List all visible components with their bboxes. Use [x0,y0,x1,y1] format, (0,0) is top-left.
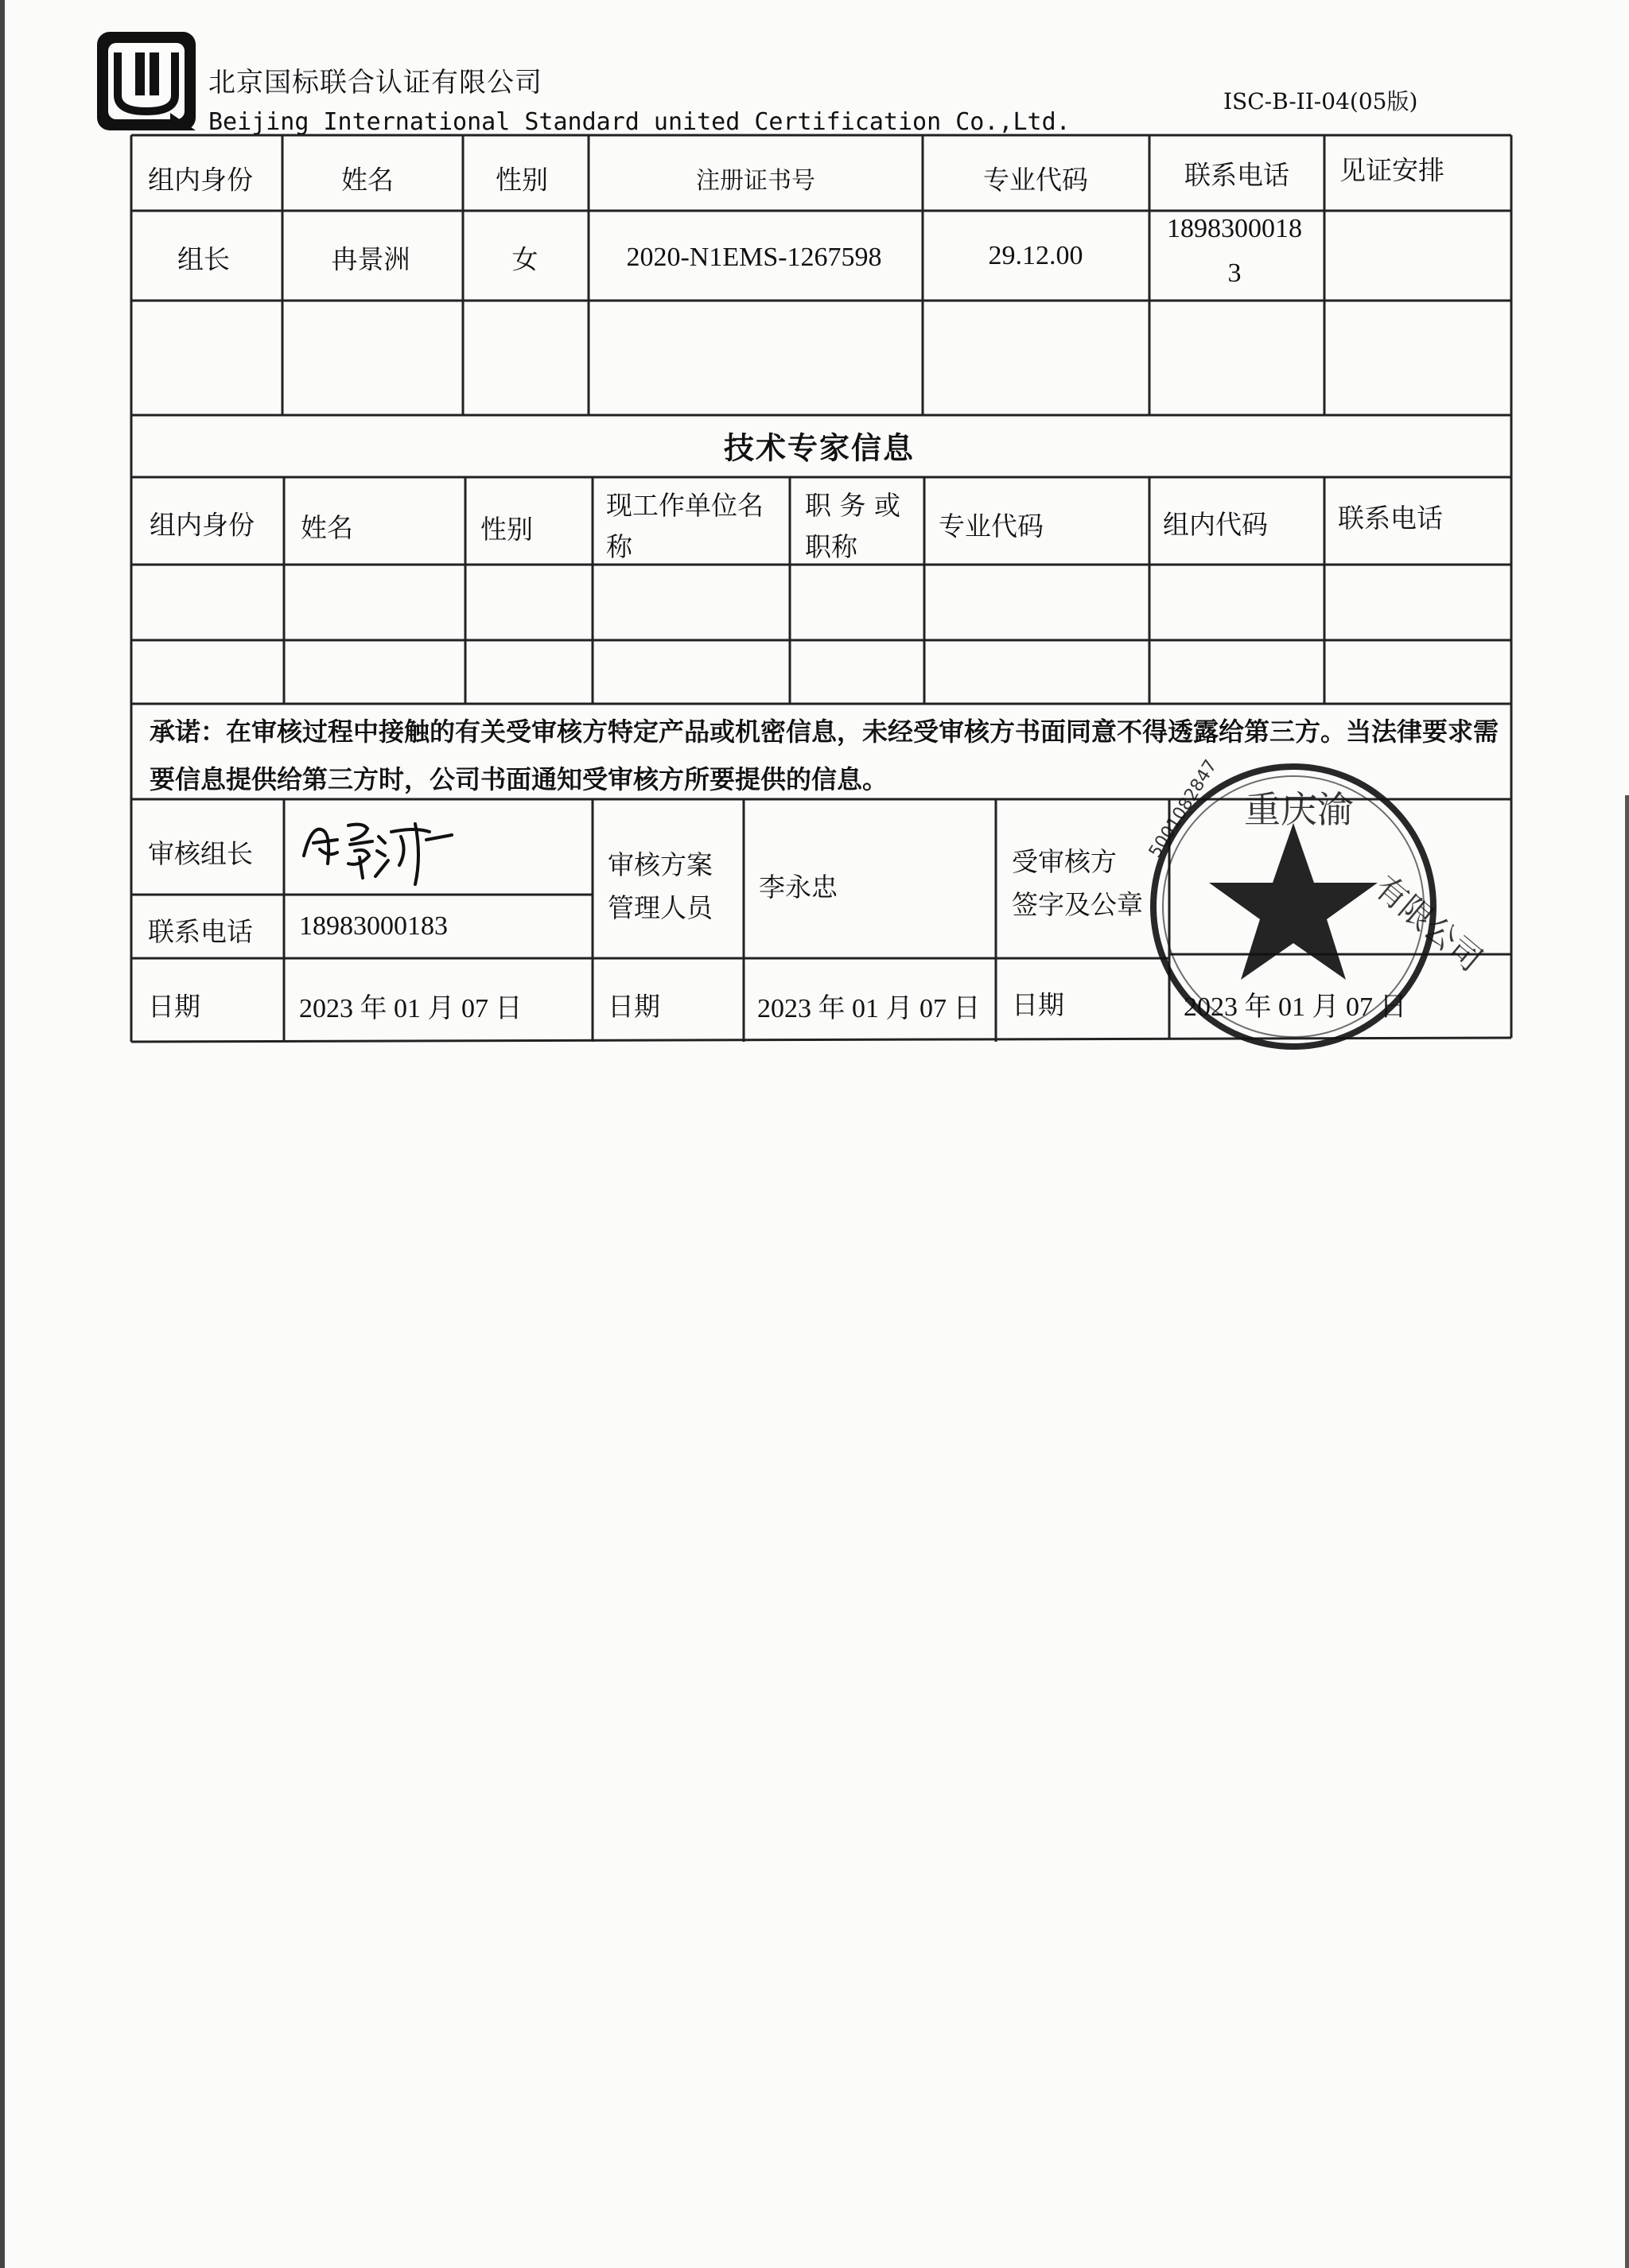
company-name-cn: 北京国标联合认证有限公司 [208,67,542,99]
team-phone-line2: 3 [1227,258,1242,288]
seal-serial: 5001082847 [1145,756,1222,862]
leader-date: 2023 年 01 月 07 日 [299,994,523,1023]
expert-col-title-1: 职 务 或 [805,490,900,521]
team-cert-no: 2020-N1EMS-1267598 [626,243,882,272]
expert-col-group-code: 组内代码 [1163,509,1268,540]
expert-col-unit-1: 现工作单位名 [606,490,764,521]
form-code: ISC-B-II-04(05版) [1223,88,1418,115]
seal-text-top: 重庆渝 [1244,788,1354,831]
manager-date: 2023 年 01 月 07 日 [757,994,981,1023]
experts-title: 技术专家信息 [723,430,916,466]
expert-col-unit-2: 称 [606,531,632,562]
team-name: 冉景洲 [331,243,410,275]
expert-col-title-2: 职称 [805,531,857,562]
leader-signature [296,808,455,887]
team-phone-line1: 1898300018 [1167,214,1302,243]
company-name-en: Beijing International Standard united Certification Co.,Ltd. [208,108,1071,136]
team-code: 29.12.00 [988,241,1083,270]
auditee-label-2: 签字及公章 [1012,889,1143,920]
manager-label-1: 审核方案 [608,849,713,880]
manager-date-label: 日期 [608,991,660,1022]
auditee-date-label: 日期 [1012,989,1064,1020]
auditee-label-1: 受审核方 [1012,846,1117,877]
seal-text-right: 有限公司 [1367,868,1489,979]
col-header-cert-no: 注册证书号 [696,167,815,195]
leader-phone: 18983000183 [299,911,448,941]
page-edge [1625,795,1629,2268]
col-header-witness: 见证安排 [1339,154,1444,186]
expert-col-role: 组内身份 [150,509,255,541]
team-role: 组长 [177,243,230,275]
team-gender: 女 [511,243,538,275]
col-header-role: 组内身份 [148,164,253,196]
page-edge [0,0,5,2268]
manager-name: 李永忠 [759,872,838,903]
col-header-gender: 性别 [496,164,548,196]
company-logo-icon [94,29,199,134]
leader-label: 审核组长 [148,838,253,869]
col-header-phone: 联系电话 [1184,159,1289,191]
expert-col-phone: 联系电话 [1338,503,1443,534]
auditee-date: 2023 年 01 月 07 日 [1184,992,1407,1022]
company-seal-stamp [1110,740,1489,1042]
col-header-code: 专业代码 [983,164,1088,196]
expert-col-code: 专业代码 [939,511,1044,542]
confidentiality-promise: 承诺：在审核过程中接触的有关受审核方特定产品或机密信息，未经受审核方书面同意不得透露给第三方。当法律要求需要信息提供给第三方时，公司书面通知受审核方所要提供的信息。 [150,717,1499,794]
expert-col-gender: 性别 [480,514,533,545]
phone-label: 联系电话 [148,916,253,947]
manager-label-2: 管理人员 [608,892,713,923]
leader-date-label: 日期 [148,991,200,1022]
col-header-name: 姓名 [341,164,394,196]
expert-col-name: 姓名 [301,512,353,543]
